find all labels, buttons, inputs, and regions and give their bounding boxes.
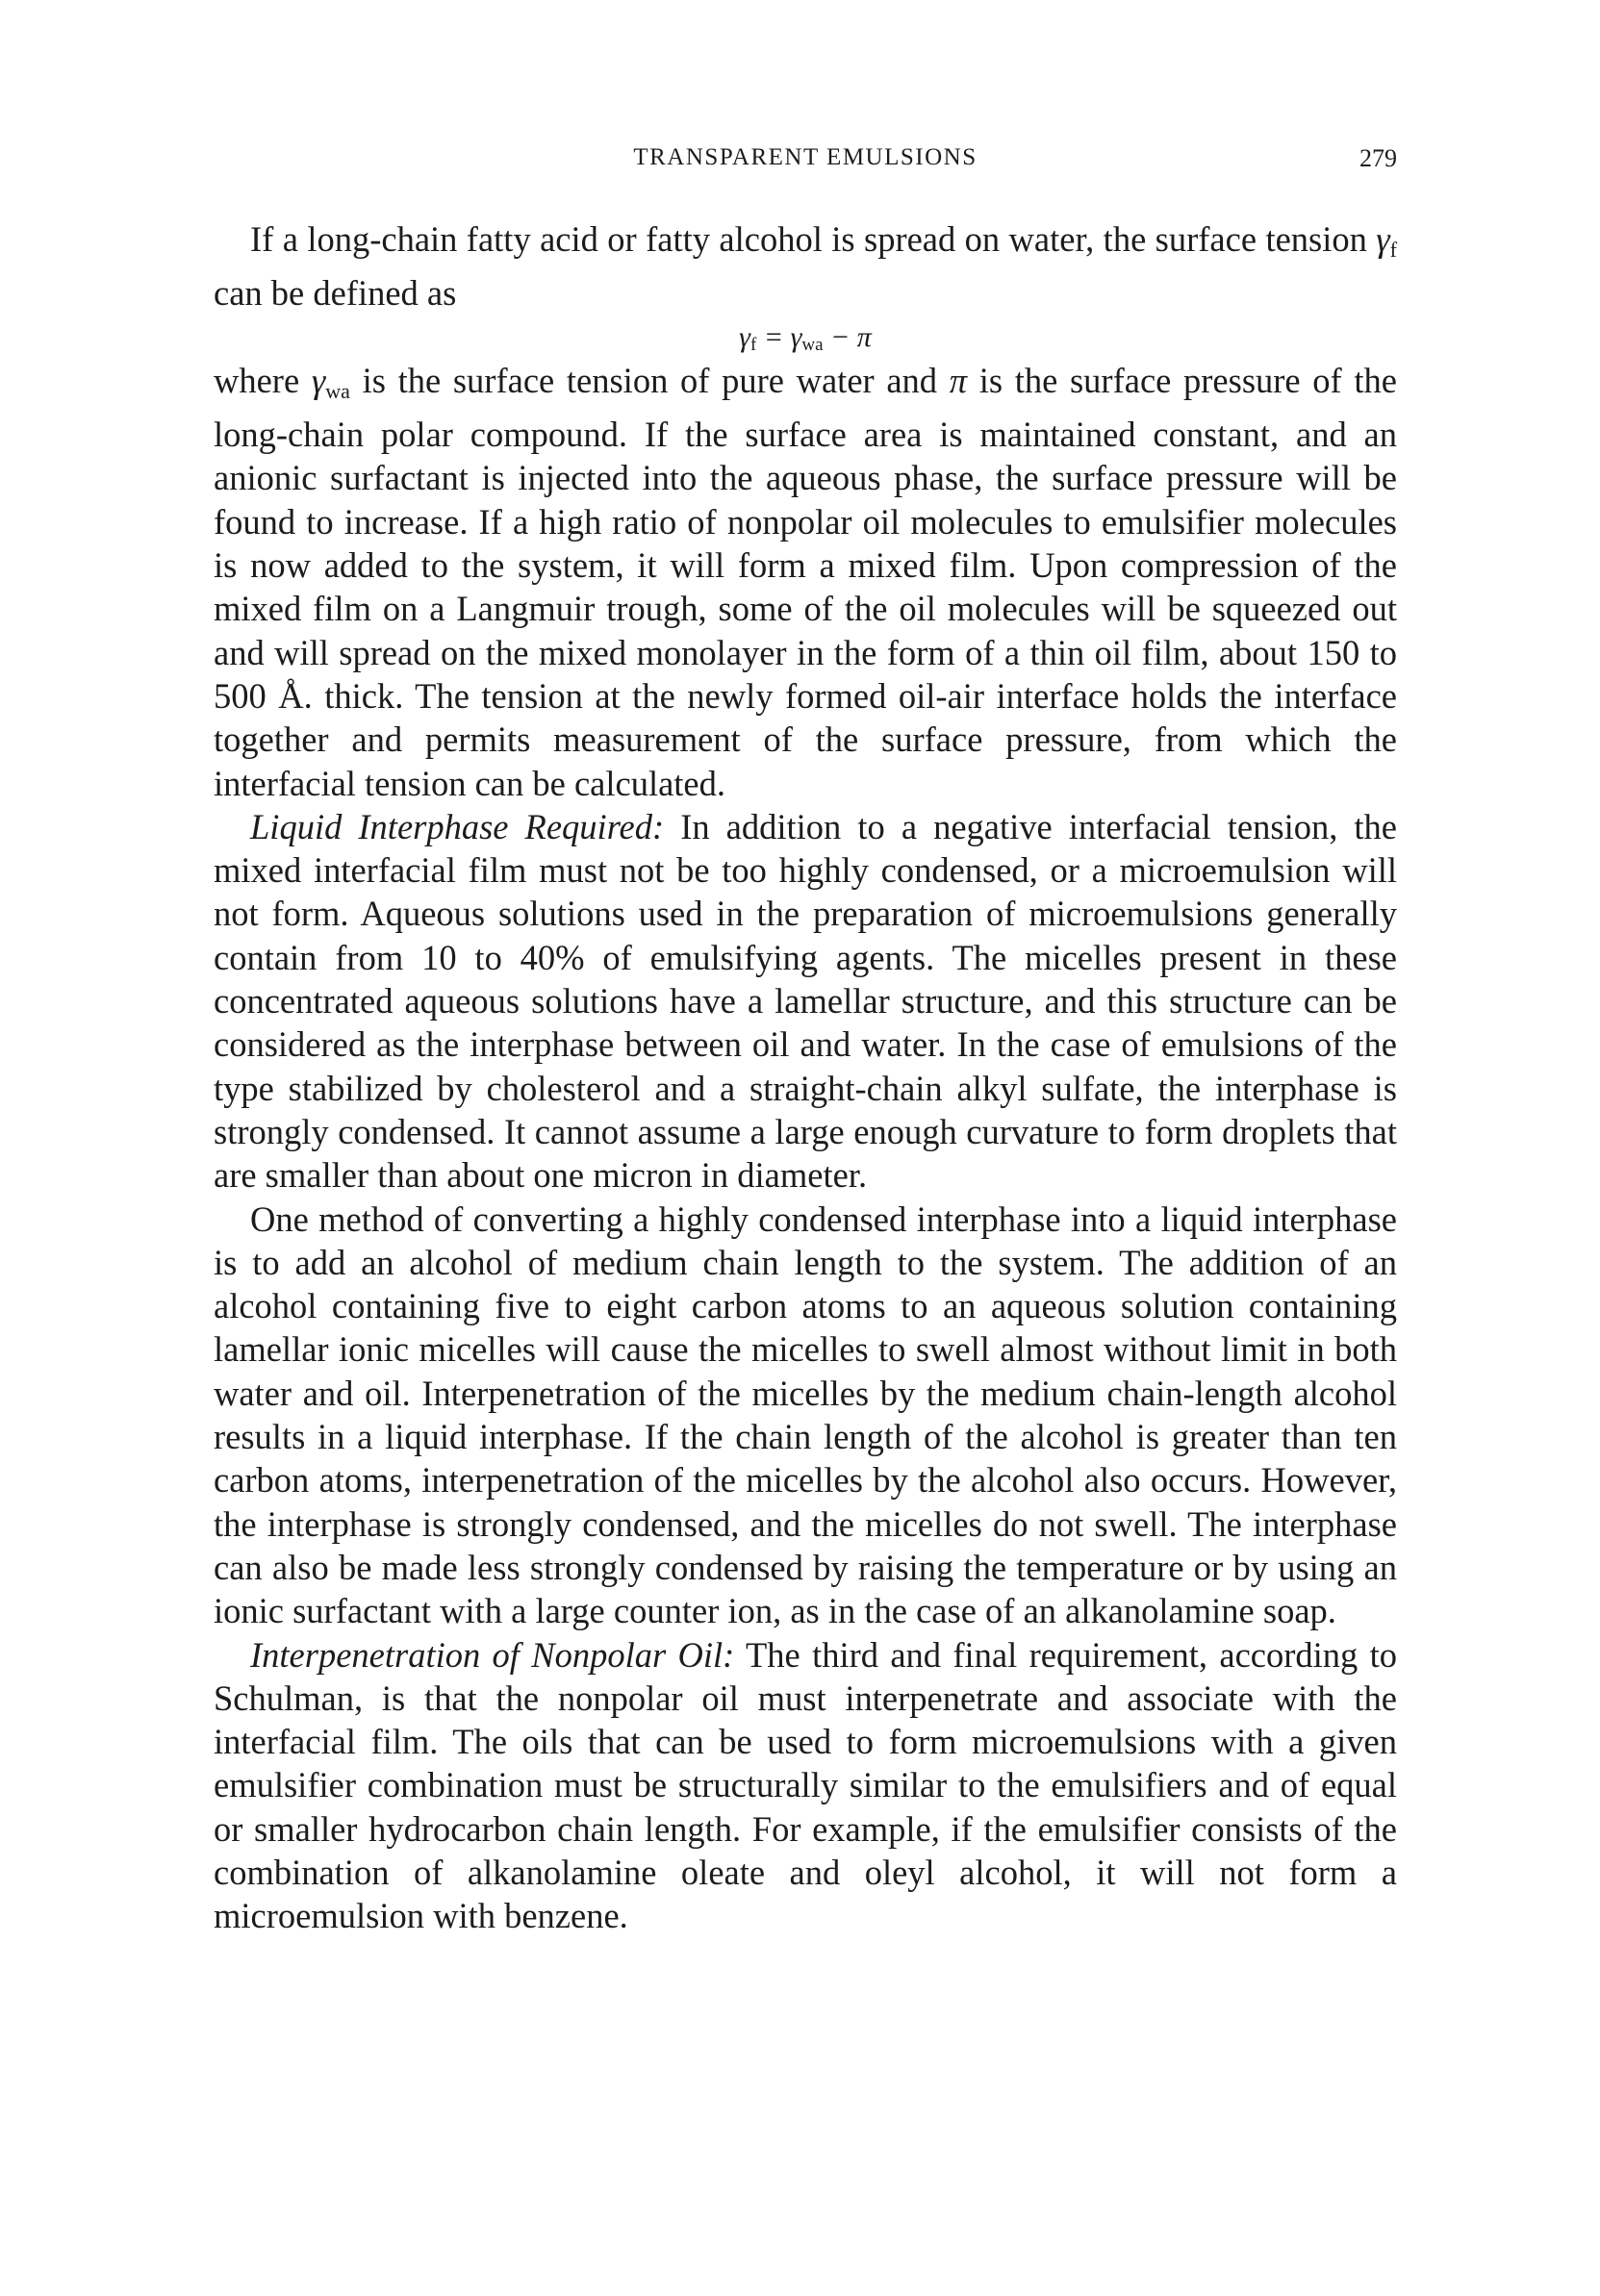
paragraph-5 xyxy=(214,1633,1397,1938)
formula-rhs: γ xyxy=(790,320,802,353)
gamma-f-symbol xyxy=(1376,219,1397,262)
run-in-heading-liquid-interphase: Liquid Interphase Required: xyxy=(250,806,665,846)
paragraph-4 xyxy=(214,1198,1397,1633)
paragraph-2-tail: is the surface pressure of the long-chain polar compound. If the surface area is maintained constant, and an anionic surfactant is injected into the aqueous phase, the surface pressure will be found to increase. If a high ratio of nonpolar oil molecules to emulsifier molecules is now added to the system, it will form a mixed film. Upon compression of the mixed film on a Langmuir trough, some of the oil molecules will be squeezed out and will spread on the mixed monolayer in the form of a thin oil film, about 150 to 500 Å. thick. The tension at the newly formed oil-air interface holds the interface together and permits measurement of the surface pressure, from which the interfacial tension can be calculated. xyxy=(214,360,1397,803)
formula-pi: π xyxy=(856,320,872,353)
gamma-wa-symbol xyxy=(311,360,350,403)
running-head xyxy=(214,144,1397,183)
paragraph-3 xyxy=(214,805,1397,1198)
body-text xyxy=(214,217,1397,1938)
paragraph-2-lead: where xyxy=(214,360,312,400)
pi-symbol: π xyxy=(949,360,968,400)
paragraph-1-tail: can be defined as xyxy=(214,273,457,314)
formula-rhs-subscript: wa xyxy=(801,334,824,355)
paragraph-3-text: In addition to a negative interfacial tension, the mixed interfacial film must not be too highly condensed, or a microemulsion will not form. Aqueous solutions used in the preparation of microemulsions generally contain from 10 to 40% of emulsifying agents. The micelles present in these concentrated aqueous solutions have a lamellar structure, and this structure can be considered as the interphase between oil and water. In the case of emulsions of the type stabilized by cholesterol and a straight-chain alkyl sulfate, the interphase is strongly condensed. It cannot assume a large enough curvature to form droplets that are smaller than about one micron in diameter. xyxy=(214,806,1397,1196)
formula-lhs-subscript: f xyxy=(749,334,757,355)
run-in-heading-interpenetration: Interpenetration of Nonpolar Oil: xyxy=(250,1634,735,1675)
gamma-subscript: f xyxy=(1389,238,1397,262)
gamma-glyph: γ xyxy=(311,360,326,400)
formula-equals: = xyxy=(756,320,791,353)
running-title: TRANSPARENT EMULSIONS xyxy=(633,144,978,170)
gamma-subscript: wa xyxy=(325,378,350,403)
paragraph-1 xyxy=(214,217,1397,315)
page-number: 279 xyxy=(1359,144,1397,172)
paragraph-2-mid: is the surface tension of pure water and xyxy=(349,360,950,400)
gamma-glyph: γ xyxy=(1376,219,1390,259)
formula-lhs: γ xyxy=(739,320,750,353)
paragraph-4-text: One method of converting a highly condensed interphase into a liquid interphase is to add an alcohol of medium chain length to the system. The addition of an alcohol containing five to eight carbon atoms to an aqueous solution containing lamellar ionic micelles will cause the micelles to swell almost without limit in both water and oil. Interpenetration of the micelles by the medium chain-length alcohol results in a liquid interphase. If the chain length of the alcohol is greater than ten carbon atoms, interpenetration of the micelles by the alcohol also occurs. However, the interphase is strongly condensed, and the micelles do not swell. The interphase can also be made less strongly condensed by raising the temperature or by using an ionic surfactant with a large counter ion, as in the case of an alkanolamine soap. xyxy=(214,1198,1397,1631)
formula xyxy=(214,315,1397,359)
paragraph-5-text: The third and final requirement, according to Schulman, is that the nonpolar oil must interpenetrate and associate with the interfacial film. The oils that can be used to form microemulsions with a given emulsifier combination must be structurally similar to the emulsifiers and of equal or smaller hydrocarbon chain length. For example, if the emulsifier consists of the combination of alkanolamine oleate and oleyl alcohol, it will not form a microemulsion with benzene. xyxy=(214,1634,1397,1936)
formula-minus: − xyxy=(823,320,857,353)
paragraph-1-lead: If a long-chain fatty acid or fatty alcohol is spread on water, the surface tension xyxy=(250,219,1377,259)
paragraph-2 xyxy=(214,359,1397,805)
